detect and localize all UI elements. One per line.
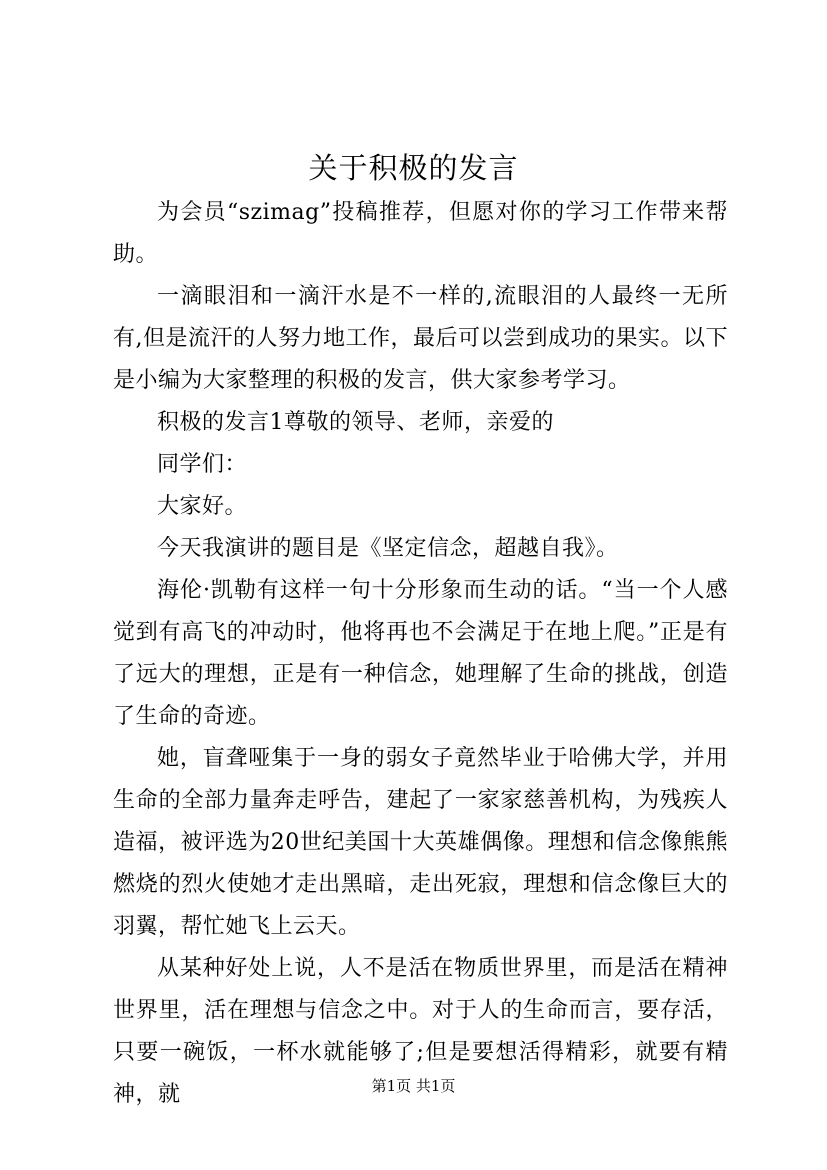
page-number-footer: 第1页 共1页 [371, 1077, 456, 1095]
paragraph: 海伦·凯勒有这样一句十分形象而生动的话。“当一个人感觉到有高飞的冲动时，他将再也不会满足于在地上爬。”正是有了远大的理想，正是有一种信念，她理解了生命的挑战，创造了生命的奇迹。 [113, 578, 728, 729]
paragraph: 今天我演讲的题目是《坚定信念，超越自我》。 [157, 536, 619, 561]
paragraph: 积极的发言1尊敬的领导、老师，亲爱的 [157, 410, 554, 435]
paragraph: 一滴眼泪和一滴汗水是不一样的,流眼泪的人最终一无所有,但是流汗的人努力地工作，最后可以尝到成功的果实。以下是小编为大家整理的积极的发言，供大家参考学习。 [113, 284, 728, 393]
paragraph: 从某种好处上说，人不是活在物质世界里，而是活在精神世界里，活在理想与信念之中。对于人的生命而言，要存活，只要一碗饭，一杯水就能够了;但是要想活得精彩，就要有精神，就 [113, 956, 728, 1107]
paragraph: 为会员“szimag”投稿推荐，但愿对你的学习工作带来帮助。 [113, 200, 728, 267]
document-title: 关于积极的发言 [308, 151, 519, 185]
document-body [113, 192, 728, 1116]
paragraph: 大家好。 [157, 494, 248, 519]
paragraph: 她，盲聋哑集于一身的弱女子竟然毕业于哈佛大学，并用生命的全部力量奔走呼告，建起了一家家慈善机构，为残疾人造福，被评选为20世纪美国十大英雄偶像。理想和信念像熊熊燃烧的烈火使她才走出黑暗，走出死寂，理想和信念像巨大的羽翼，帮忙她飞上云天。 [113, 746, 728, 939]
paragraph: 同学们： [157, 452, 248, 477]
